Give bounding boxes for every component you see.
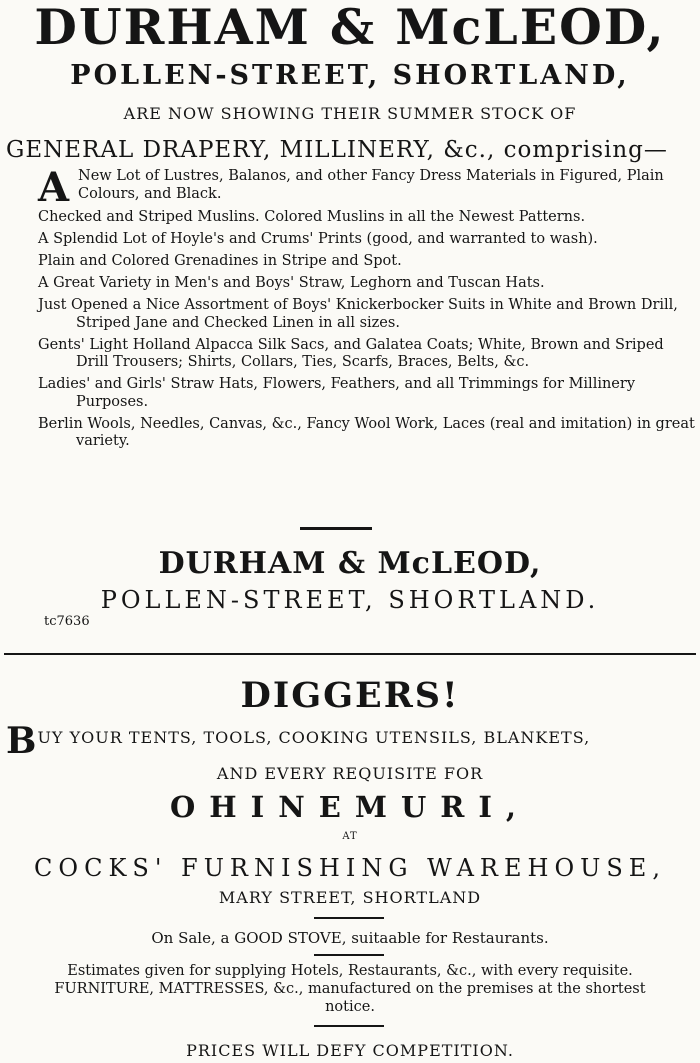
ad1-drop-cap: A bbox=[38, 164, 70, 211]
ad1-signature-address: POLLEN-STREET, SHORTLAND. bbox=[100, 586, 600, 614]
ad2-notice: notice. bbox=[325, 999, 375, 1015]
ad2-place: OHINEMURI, bbox=[170, 790, 530, 824]
ad1-item: A Great Variety in Men's and Boys' Straw, Leghorn and Tuscan Hats. bbox=[38, 275, 545, 291]
ad1-item: Checked and Striped Muslins. Colored Muslins in all the Newest Patterns. bbox=[38, 209, 586, 225]
ad1-item: Plain and Colored Grenadines in Stripe and Spot. bbox=[38, 253, 402, 269]
ad2-street: MARY STREET, SHORTLAND bbox=[218, 888, 482, 907]
ad1-item: Just Opened a Nice Assortment of Boys' Knickerbocker Suits in White and Brown Drill, Striped Jane and Checked Linen in all sizes. bbox=[38, 297, 678, 331]
ad2-title: DIGGERS! bbox=[240, 675, 460, 716]
ad1-first-item bbox=[38, 164, 700, 211]
ad2-rule-2 bbox=[314, 954, 384, 956]
ad1-signature: DURHAM & McLEOD, bbox=[158, 546, 542, 581]
ad1-item: Ladies' and Girls' Straw Hats, Flowers, Feathers, and all Trimmings for Millinery Purposes. bbox=[38, 376, 636, 410]
ad2-rule-3 bbox=[314, 1025, 384, 1027]
ad2-estimates: Estimates given for supplying Hotels, Restaurants, &c., with every requisite. bbox=[67, 963, 633, 979]
ad1-item: A Splendid Lot of Hoyle's and Crums' Prints (good, and warranted to wash). bbox=[38, 231, 598, 247]
ad2-prices: PRICES WILL DEFY COMPETITION. bbox=[186, 1041, 514, 1060]
ad2-rule-1 bbox=[314, 917, 384, 919]
ad1-item: Gents' Light Holland Alpacca Silk Sacs, and Galatea Coats; White, Brown and Sriped Drill Trousers; Shirts, Collars, Ties, Scarfs, Braces, Belts, &c. bbox=[38, 336, 664, 370]
ad2-sale: On Sale, a GOOD STOVE, suitaable for Restaurants. bbox=[151, 929, 549, 947]
ad1-first-item-text: New Lot of Lustres, Balanos, and other Fancy Dress Materials in Figured, Plain Colours, and Black. bbox=[78, 168, 664, 202]
ad1-short-rule bbox=[300, 527, 372, 530]
ad1-item-list bbox=[38, 164, 700, 455]
ad2-first-line-text: UY YOUR TENTS, TOOLS, COOKING UTENSILS, BLANKETS, bbox=[37, 728, 591, 747]
ad1-intro: ARE NOW SHOWING THEIR SUMMER STOCK OF bbox=[123, 104, 577, 123]
ad1-address: POLLEN-STREET, SHORTLAND, bbox=[70, 60, 630, 91]
ad2-at: AT bbox=[342, 831, 358, 842]
ad1-code: tc7636 bbox=[44, 614, 90, 629]
ad1-heading: GENERAL DRAPERY, MILLINERY, &c., comprising— bbox=[6, 137, 668, 163]
ad2-second-line: AND EVERY REQUISITE FOR bbox=[216, 764, 484, 783]
ad2-drop-cap: B bbox=[6, 720, 38, 762]
ad2-first-line bbox=[6, 720, 700, 762]
ad1-item: Berlin Wools, Needles, Canvas, &c., Fancy Wool Work, Laces (real and imitation) in great variety. bbox=[38, 415, 695, 449]
column-divider bbox=[4, 653, 696, 655]
ad2-furniture: FURNITURE, MATTRESSES, &c., manufactured on the premises at the shortest bbox=[54, 981, 646, 997]
ad1-title: DURHAM & McLEOD, bbox=[34, 0, 666, 56]
ad2-warehouse: COCKS' FURNISHING WAREHOUSE, bbox=[34, 854, 666, 882]
